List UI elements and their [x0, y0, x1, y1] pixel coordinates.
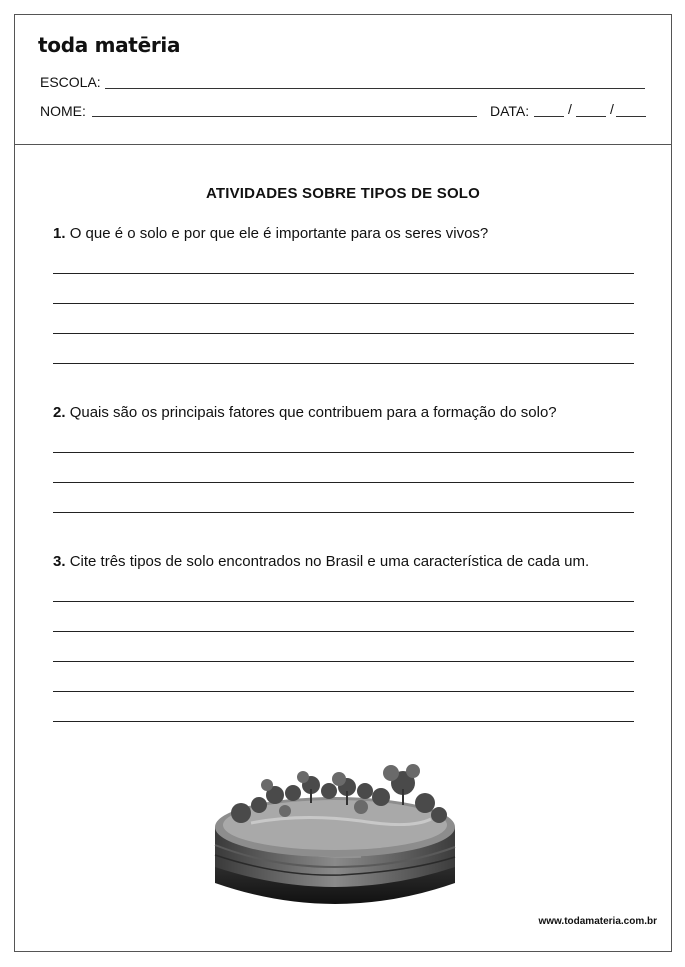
answer-line[interactable] [53, 273, 634, 274]
question-1 [53, 225, 488, 242]
soil-cross-section-icon [211, 755, 459, 911]
answer-line[interactable] [53, 631, 634, 632]
question-number: 1. [53, 225, 66, 242]
date-month-field[interactable] [576, 116, 606, 117]
question-number: 2. [53, 404, 66, 421]
date-separator: / [610, 101, 614, 117]
answer-line[interactable] [53, 452, 634, 453]
worksheet-page [14, 14, 672, 952]
footer-website[interactable]: www.todamateria.com.br [538, 916, 657, 927]
question-2 [53, 404, 557, 421]
answer-line[interactable] [53, 691, 634, 692]
date-year-field[interactable] [616, 116, 646, 117]
answer-line[interactable] [53, 363, 634, 364]
answer-line[interactable] [53, 333, 634, 334]
answer-line[interactable] [53, 303, 634, 304]
question-3 [53, 553, 589, 570]
answer-line[interactable] [53, 601, 634, 602]
question-number: 3. [53, 553, 66, 570]
name-label: NOME: [40, 103, 86, 119]
date-separator: / [568, 101, 572, 117]
date-label: DATA: [490, 103, 530, 119]
school-field[interactable] [105, 88, 645, 89]
name-field[interactable] [92, 116, 477, 117]
question-text: Quais são os principais fatores que contribuem para a formação do solo? [69, 404, 557, 421]
answer-line[interactable] [53, 512, 634, 513]
answer-line[interactable] [53, 661, 634, 662]
logo: toda matēria [38, 33, 181, 57]
date-day-field[interactable] [534, 116, 564, 117]
question-text: Cite três tipos de solo encontrados no Brasil e uma característica de cada um. [69, 553, 590, 570]
question-text: O que é o solo e por que ele é importante para os seres vivos? [69, 225, 489, 242]
answer-line[interactable] [53, 721, 634, 722]
school-label: ESCOLA: [40, 74, 101, 90]
page-title: ATIVIDADES SOBRE TIPOS DE SOLO [205, 185, 481, 202]
header [15, 15, 671, 145]
answer-line[interactable] [53, 482, 634, 483]
